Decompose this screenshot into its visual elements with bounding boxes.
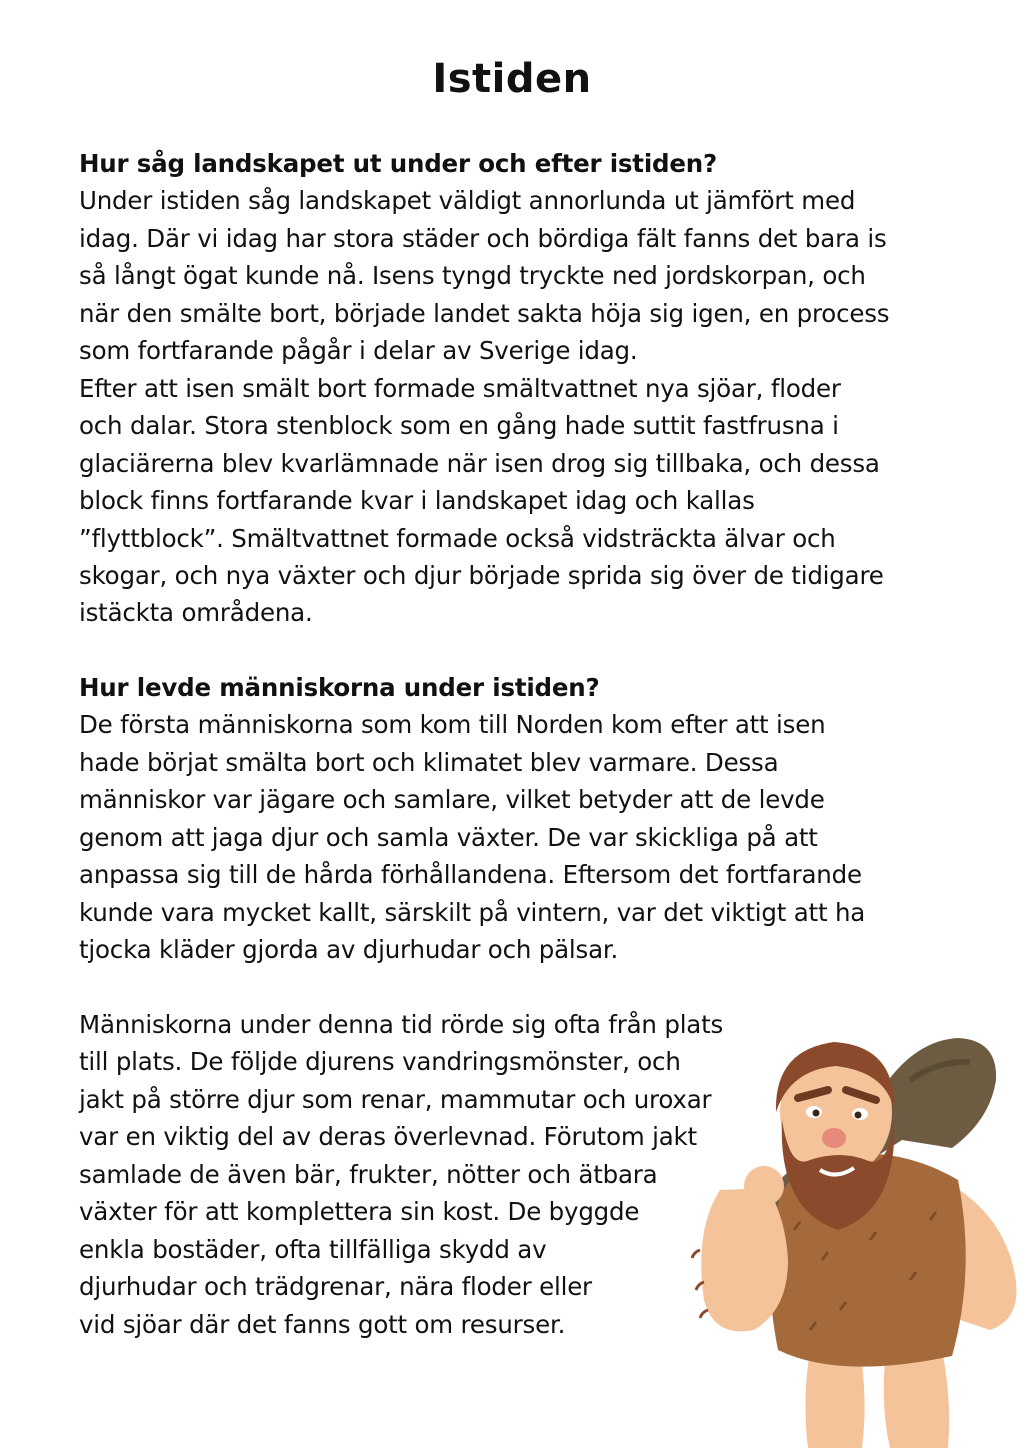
paragraph-line: block finns fortfarande kvar i landskapet idag och kallas — [79, 486, 755, 516]
paragraph-line: tjocka kläder gjorda av djurhudar och pälsar. — [79, 935, 619, 965]
paragraph-line: djurhudar och trädgrenar, nära floder eller — [79, 1272, 592, 1302]
paragraph-line: samlade de även bär, frukter, nötter och ätbara — [79, 1159, 658, 1189]
paragraph-line: idag. Där vi idag har stora städer och bördiga fält fanns det bara is — [79, 223, 887, 253]
section-people — [79, 669, 865, 969]
paragraph-line: människor var jägare och samlare, vilket betyder att de levde — [79, 785, 825, 815]
section-heading: Hur levde människorna under istiden? — [79, 673, 600, 702]
paragraph-line: ”flyttblock”. Smältvattnet formade också vidsträckta älvar och — [79, 523, 836, 553]
page-title: Istiden — [432, 56, 592, 102]
paragraph-line: vid sjöar där det fanns gott om resurser. — [79, 1309, 566, 1339]
section-heading: Hur såg landskapet ut under och efter istiden? — [79, 149, 718, 178]
paragraph-line: kunde vara mycket kallt, särskilt på vintern, var det viktigt att ha — [79, 897, 866, 927]
paragraph-line: så långt ögat kunde nå. Isens tyngd tryckte ned jordskorpan, och — [79, 261, 866, 291]
paragraph-line: var en viktig del av deras överlevnad. Förutom jakt — [79, 1122, 697, 1152]
paragraph-line: och dalar. Stora stenblock som en gång hade suttit fastfrusna i — [79, 411, 839, 441]
paragraph-line: istäckta områdena. — [79, 598, 313, 628]
paragraph-line: glaciärerna blev kvarlämnade när isen drog sig tillbaka, och dessa — [79, 448, 880, 478]
paragraph-line: Människorna under denna tid rörde sig ofta från plats — [79, 1010, 724, 1039]
section-landscape — [79, 145, 889, 632]
paragraph-line: hade börjat smälta bort och klimatet blev varmare. Dessa — [79, 747, 779, 777]
paragraph-line: jakt på större djur som renar, mammutar och uroxar — [79, 1084, 712, 1114]
paragraph-line: enkla bostäder, ofta tillfälliga skydd av — [79, 1234, 547, 1264]
paragraph-line: till plats. De följde djurens vandringsmönster, och — [79, 1047, 681, 1077]
paragraph-line: skogar, och nya växter och djur började sprida sig över de tidigare — [79, 560, 884, 590]
paragraph-line: genom att jaga djur och samla växter. De var skickliga på att — [79, 822, 818, 852]
paragraph-line: växter för att komplettera sin kost. De byggde — [79, 1197, 640, 1227]
paragraph-line: när den smälte bort, började landet sakta höja sig igen, en process — [79, 298, 890, 328]
paragraph-line: Efter att isen smält bort formade smältvattnet nya sjöar, floder — [79, 373, 841, 403]
paragraph-line: De första människorna som kom till Norden kom efter att isen — [79, 710, 826, 740]
section-movement — [79, 1006, 723, 1343]
paragraph-line: Under istiden såg landskapet väldigt annorlunda ut jämfört med — [79, 186, 856, 216]
paragraph-line: anpassa sig till de hårda förhållandena. Eftersom det fortfarande — [79, 860, 862, 890]
paragraph-line: som fortfarande pågår i delar av Sverige idag. — [79, 336, 638, 366]
caveman-with-club-icon — [690, 1020, 1024, 1448]
